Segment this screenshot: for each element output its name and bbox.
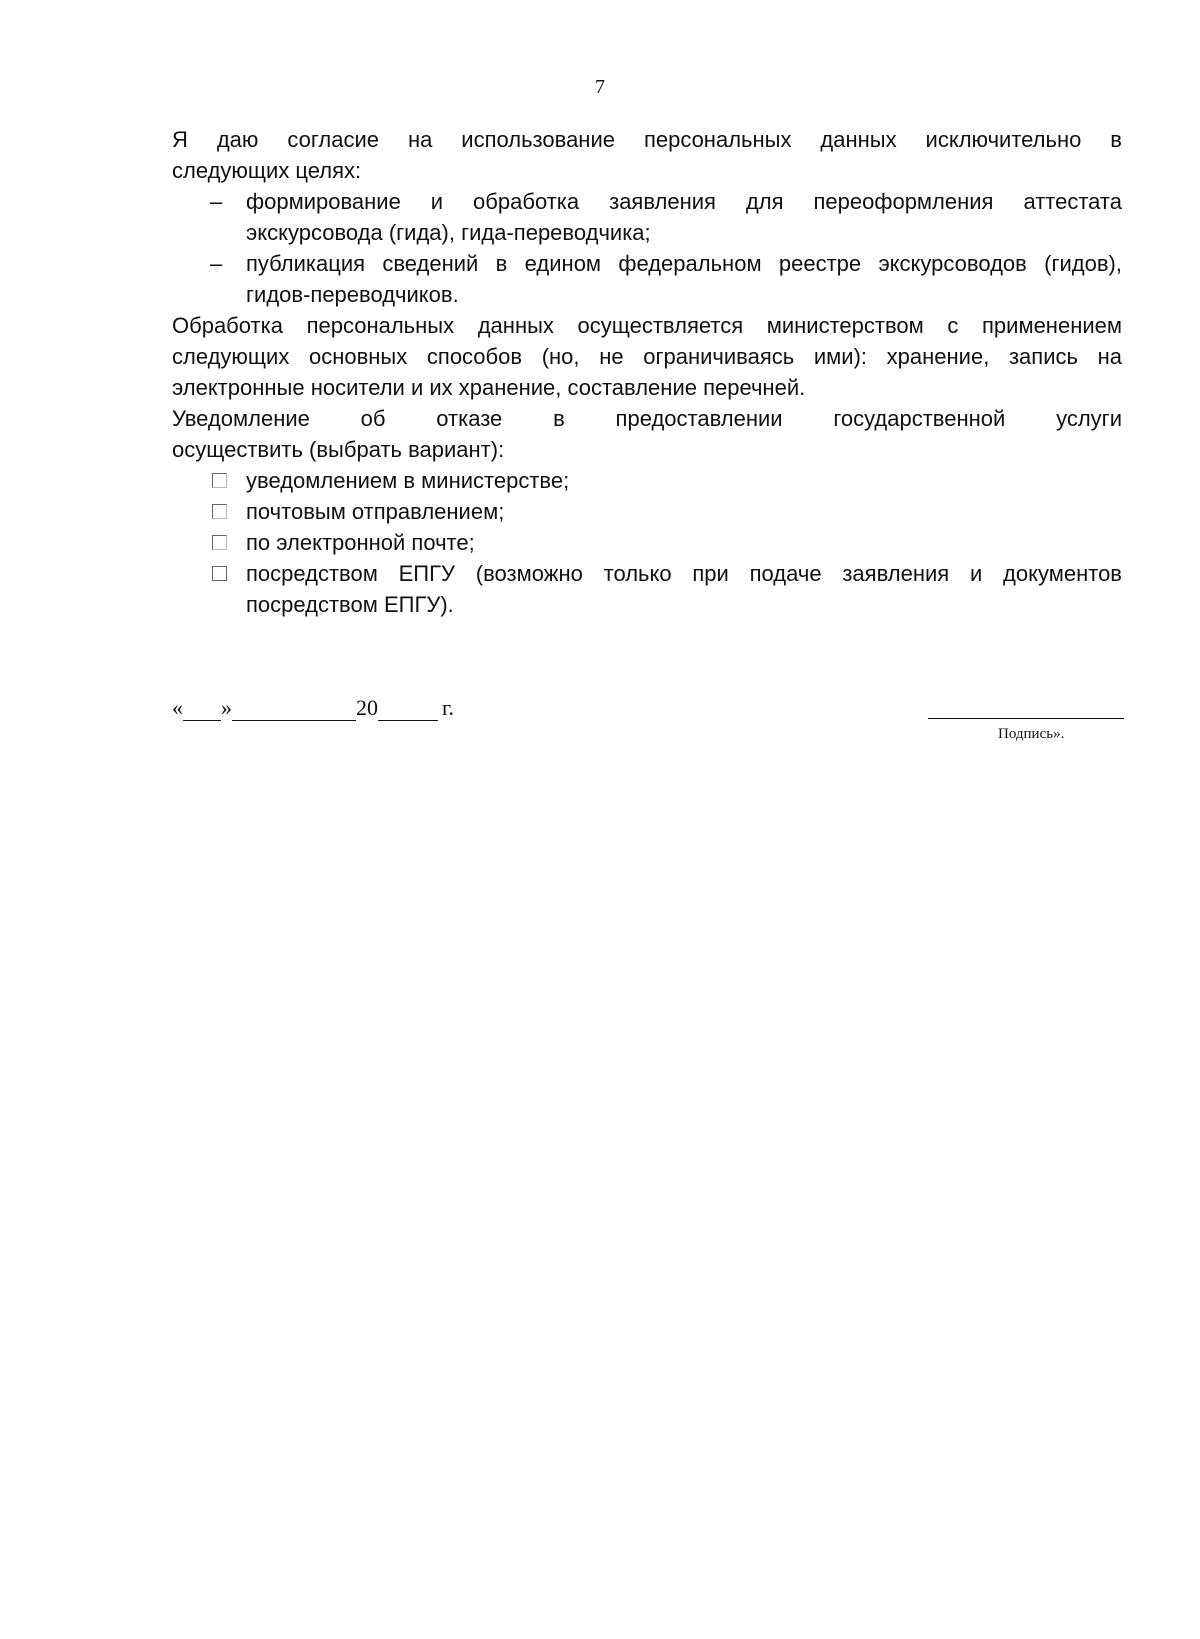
document-body: [172, 124, 1122, 620]
processing-line-1: Обработка персональных данных осуществляется министерством с применением: [172, 313, 1122, 338]
notification-line-1: Уведомление об отказе в предоставлении государственной услуги: [172, 406, 1122, 431]
option-ministry[interactable]: [172, 465, 1122, 496]
notification-paragraph: [172, 403, 1122, 465]
purpose-item-2-line-1: публикация сведений в едином федеральном реестре экскурсоводов (гидов),: [246, 251, 1122, 276]
option-post[interactable]: [172, 496, 1122, 527]
checkbox-icon[interactable]: [212, 504, 227, 519]
purpose-item-2-line-2: гидов-переводчиков.: [246, 282, 459, 307]
date-open-quote: «: [172, 695, 183, 720]
purpose-item-1-line-1: формирование и обработка заявления для переоформления аттестата: [246, 189, 1122, 214]
consent-intro: [172, 124, 1122, 186]
purpose-item-1: [172, 186, 1122, 248]
option-email[interactable]: [172, 527, 1122, 558]
signature-label: Подпись».: [998, 726, 1065, 742]
year-suffix: г.: [442, 695, 455, 720]
processing-line-3: электронные носители и их хранение, составление перечней.: [172, 375, 806, 400]
year-prefix: 20: [356, 695, 378, 720]
day-blank[interactable]: [183, 697, 221, 721]
option-email-label: по электронной почте;: [246, 530, 475, 555]
consent-intro-line-1: Я даю согласие на использование персональных данных исключительно в: [172, 127, 1122, 152]
option-epgu-line-2: посредством ЕПГУ).: [246, 592, 454, 617]
purpose-item-1-line-2: экскурсовода (гида), гида-переводчика;: [246, 220, 651, 245]
checkbox-icon[interactable]: [212, 535, 227, 550]
processing-paragraph: [172, 310, 1122, 403]
processing-line-2: следующих основных способов (но, не ограничиваясь ими): хранение, запись на: [172, 344, 1122, 369]
date-close-quote: »: [221, 695, 232, 720]
year-blank[interactable]: [378, 697, 438, 721]
dash-marker: –: [210, 189, 223, 214]
date-field: [172, 695, 454, 721]
option-ministry-label: уведомлением в министерстве;: [246, 468, 570, 493]
checkbox-icon[interactable]: [212, 566, 227, 581]
page-number: 7: [595, 76, 605, 98]
option-epgu[interactable]: [172, 558, 1122, 620]
month-blank[interactable]: [232, 697, 356, 721]
signature-line[interactable]: [928, 718, 1124, 719]
notification-line-2: осуществить (выбрать вариант):: [172, 437, 505, 462]
dash-marker: –: [210, 251, 223, 276]
checkbox-icon[interactable]: [212, 473, 227, 488]
option-epgu-line-1: посредством ЕПГУ (возможно только при подаче заявления и документов: [246, 561, 1122, 586]
consent-intro-line-2: следующих целях:: [172, 158, 362, 183]
purpose-item-2: [172, 248, 1122, 310]
option-post-label: почтовым отправлением;: [246, 499, 505, 524]
